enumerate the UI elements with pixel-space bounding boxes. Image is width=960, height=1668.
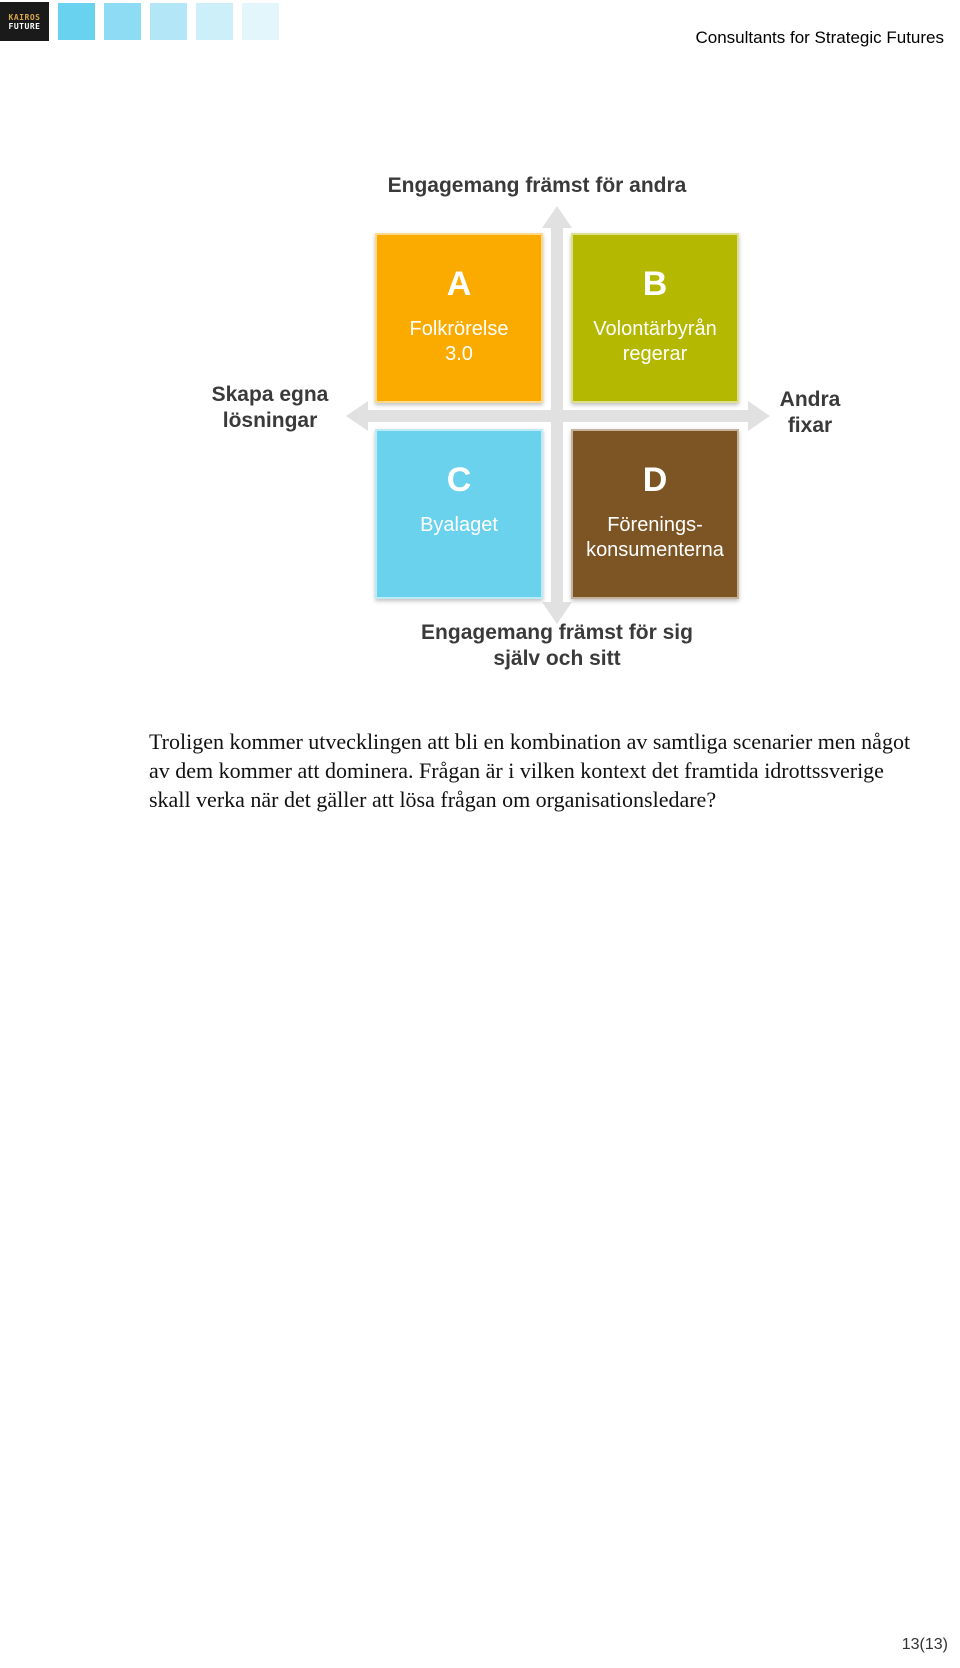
quadrant-b-name: Volontärbyrån regerar [593, 318, 717, 365]
logo-line1: KAIROS [8, 12, 41, 22]
header-square-4 [196, 3, 233, 40]
header-square-5 [242, 3, 279, 40]
header-tagline: Consultants for Strategic Futures [695, 28, 944, 47]
quadrant-c-letter: C [446, 461, 472, 499]
axis-label-left: Skapa egna lösningar [211, 383, 329, 432]
quadrant-a-name: Folkrörelse 3.0 [409, 318, 509, 365]
arrow-up-icon [542, 206, 572, 228]
quadrant-a-letter: A [446, 265, 472, 303]
axis-label-bottom: Engagemang främst för sig själv och sitt [421, 621, 693, 670]
quadrant-c-name: Byalaget [420, 514, 498, 536]
kairos-future-logo [0, 2, 49, 41]
page-number: 13(13) [901, 1636, 948, 1653]
axis-label-right: Andra fixar [779, 388, 841, 437]
quadrant-d [571, 429, 739, 599]
quadrant-d-name: Förenings- konsumenterna [586, 514, 724, 561]
header-square-2 [104, 3, 141, 40]
header-square-3 [150, 3, 187, 40]
body-paragraph: Troligen kommer utvecklingen att bli en kombination av samtliga scenarier men något av dem kommer att dominera. Frågan är i vilken kontext det framtida idrottssverige skall verka när det gäller att lösa frågan om organisationsledare? [149, 729, 911, 812]
header-square-1 [58, 3, 95, 40]
quadrant-b [571, 233, 739, 403]
scenario-diagram [200, 170, 860, 690]
axis-label-top: Engagemang främst för andra [387, 174, 687, 197]
quadrant-a [375, 233, 543, 403]
quadrant-b-letter: B [642, 265, 668, 303]
logo-line2: FUTURE [8, 21, 41, 31]
quadrant-c [375, 429, 543, 599]
arrow-left-icon [346, 401, 368, 431]
quadrant-d-letter: D [642, 461, 668, 499]
